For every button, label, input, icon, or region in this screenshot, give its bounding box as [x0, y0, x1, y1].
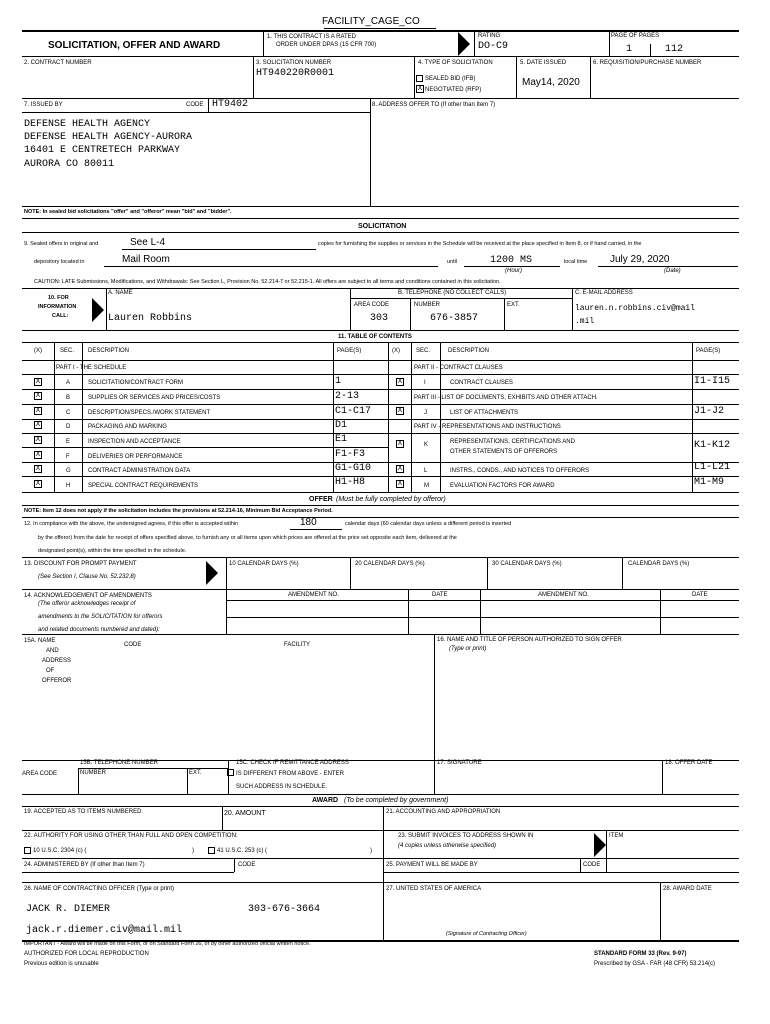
- toc-col-sec-right: SEC.: [416, 348, 431, 354]
- depository-label: depository located in: [34, 259, 85, 265]
- local-time-label: local time: [564, 259, 588, 265]
- form-title: SOLICITATION, OFFER AND AWARD: [48, 40, 221, 51]
- item15b-ext: EXT.: [189, 770, 202, 776]
- item10-label: 10. FOR: [48, 295, 69, 301]
- facility-cage-code: FACILITY_CAGE_CO: [322, 16, 420, 27]
- award-heading: AWARD: [312, 797, 339, 804]
- item1-label-b: ORDER UNDER DPAS (15 CFR 700): [276, 42, 377, 48]
- previous-edition: Previous edition is unusable: [24, 961, 99, 967]
- item28-label: 28. AWARD DATE: [663, 886, 712, 892]
- toc-d-sec: D: [66, 424, 71, 430]
- item23-sub: (4 copies unless otherwise specified): [398, 843, 497, 849]
- item22-label: 22. AUTHORITY FOR USING OTHER THAN FULL AND OPEN COMPETITION:: [24, 833, 238, 839]
- type-of-solicitation-label: 4. TYPE OF SOLICITATION: [418, 60, 493, 66]
- issuer-line-1: DEFENSE HEALTH AGENCY: [24, 119, 151, 130]
- amendment-date-header: DATE: [432, 592, 448, 598]
- item14-text-b: amendments to the SOLICITATION for offerors: [38, 614, 163, 620]
- item12-text-c: by the offeror) from the date for receipt of offers specified above, to furnish any or all items upon which prices are offered at the price set opposite each item, delivered at the: [38, 535, 457, 541]
- toc-e-sec: E: [66, 439, 71, 445]
- toc-c-checkbox[interactable]: X: [35, 407, 41, 414]
- toc-g-desc: CONTRACT ADMINISTRATION DATA: [88, 468, 191, 474]
- item10-ext-label: EXT.: [507, 302, 520, 308]
- toc-part1: PART I - THE SCHEDULE: [56, 365, 127, 371]
- item10-email-label: C. E-MAIL ADDRESS: [575, 290, 633, 296]
- issued-by-code: HT9402: [212, 99, 249, 110]
- caution-text: CAUTION: LATE Submissions, Modifications, and Withdrawals: See Section L, Provision No. 52.214-7 or 52.215-1. All offers are subject to all terms and conditions contained in this solicitation.: [34, 279, 501, 285]
- authorized-reproduction: AUTHORIZED FOR LOCAL REPRODUCTION: [24, 951, 149, 957]
- contract-number-label: 2. CONTRACT NUMBER: [24, 60, 92, 66]
- toc-part2: PART II - CONTRACT CLAUSES: [414, 365, 503, 371]
- standard-form-number: STANDARD FORM 33 (Rev. 9-97): [594, 951, 687, 957]
- receipt-time: 1200 MS: [490, 255, 533, 266]
- discount-30-days: 30 CALENDAR DAYS (%): [492, 561, 562, 567]
- toc-col-x: (X): [34, 348, 42, 354]
- item9-copies: See L-4: [130, 237, 166, 248]
- toc-l-desc: INSTRS., CONDS., AND NOTICES TO OFFERORS: [450, 468, 590, 474]
- item23-label: 23. SUBMIT INVOICES TO ADDRESS SHOWN IN: [398, 833, 534, 839]
- toc-i-desc: CONTRACT CLAUSES: [450, 380, 513, 386]
- toc-j-sec: J: [424, 410, 427, 416]
- item24-label: 24. ADMINISTERED BY (If other than Item 7): [24, 862, 145, 868]
- toc-part3: PART III - LIST OF DOCUMENTS, EXHIBITS AND OTHER ATTACH.: [414, 395, 598, 401]
- toc-m-pages: M1-M9: [694, 477, 725, 488]
- item12-text-d: designated point(s), within the time specified in the schedule.: [38, 548, 187, 554]
- signature-co-label: (Signature of Contracting Officer): [446, 931, 527, 937]
- toc-h-desc: SPECIAL CONTRACT REQUIREMENTS: [88, 483, 199, 489]
- item15b-label: 15B. TELEPHONE NUMBER: [80, 760, 158, 766]
- amendment-no-header: AMENDMENT NO.: [288, 592, 339, 598]
- item1-label: 1. THIS CONTRACT IS A RATED: [267, 34, 357, 40]
- issuer-line-2: DEFENSE HEALTH AGENCY-AURORA: [24, 132, 193, 143]
- discount-10-days: 10 CALENDAR DAYS (%): [229, 561, 299, 567]
- item25-label: 25. PAYMENT WILL BE MADE BY: [386, 862, 478, 868]
- prescribed-by: Prescribed by GSA - FAR (48 CFR) 53.214(c): [594, 961, 716, 967]
- item21-label: 21. ACCOUNTING AND APPROPRIATION: [386, 809, 501, 815]
- note-sealed-bid: NOTE: In sealed bid solicitations "offer" and "offeror" mean "bid" and "bidder".: [24, 209, 232, 215]
- toc-i-sec: I: [424, 380, 426, 386]
- toc-k-sec: K: [424, 442, 429, 448]
- solicitation-number-label: 3. SOLICITATION NUMBER: [256, 60, 332, 66]
- toc-c-desc: DESCRIPTION/SPECS./WORK STATEMENT: [88, 410, 211, 416]
- item15a-address: ADDRESS: [42, 658, 72, 664]
- usc253-close: ): [370, 848, 372, 854]
- item9-suffix: copies for furnishing the supplies or services in the Schedule will be received at the place specified in Item 8, or if hand carried, in the: [318, 241, 642, 247]
- toc-m-sec: M: [424, 483, 429, 489]
- info-arrow-icon: [92, 298, 104, 322]
- toc-col-pages: PAGE(S): [337, 348, 362, 354]
- toc-a-checkbox[interactable]: X: [35, 378, 41, 385]
- item19-label: 19. ACCEPTED AS TO ITEMS NUMBERED: [24, 809, 142, 815]
- depository: Mail Room: [122, 254, 170, 265]
- toc-a-sec: A: [66, 380, 71, 386]
- item20-label: 20. AMOUNT: [224, 810, 266, 817]
- toc-a-desc: SOLICITATION/CONTRACT FORM: [88, 380, 184, 386]
- toc-i-pages: I1-I15: [694, 376, 731, 387]
- usc253-label: 41 U.S.C. 253 (c) (: [217, 848, 268, 854]
- toc-col-sec: SEC.: [60, 348, 75, 354]
- item26-label: 26. NAME OF CONTRACTING OFFICER (Type or print): [24, 886, 175, 892]
- toc-m-desc: EVALUATION FACTORS FOR AWARD: [450, 483, 555, 489]
- solicitation-number: HT940220R0001: [256, 68, 335, 79]
- page-number: 1: [626, 44, 633, 55]
- toc-m-checkbox[interactable]: X: [397, 480, 403, 487]
- date-issued: May14, 2020: [522, 77, 580, 88]
- item10-phone-label: B. TELEPHONE (NO COLLECT CALLS): [398, 290, 507, 296]
- toc-j-desc: LIST OF ATTACHMENTS: [450, 410, 519, 416]
- toc-heading: 11. TABLE OF CONTENTS: [338, 334, 412, 340]
- toc-l-pages: L1-L21: [694, 462, 731, 473]
- item15c-text-c: SUCH ADDRESS IN SCHEDULE.: [236, 784, 328, 790]
- item10-name-label: A. NAME: [108, 290, 133, 296]
- item15a-label: 15A. NAME: [24, 638, 56, 644]
- date-label: (Date): [664, 268, 681, 274]
- address-offer-label: 8. ADDRESS OFFER TO (If other than Item 7): [372, 102, 496, 108]
- hour-label: (Hour): [505, 268, 523, 274]
- item10-label-b: INFORMATION: [38, 304, 77, 310]
- item23-item-label: ITEM: [609, 833, 624, 839]
- toc-part4: PART IV - REPRESENTATIONS AND INSTRUCTIONS: [414, 424, 561, 430]
- item15a-code-label: CODE: [124, 642, 142, 648]
- item10-area-code-label: AREA CODE: [354, 302, 390, 308]
- item15a-and: AND: [46, 648, 59, 654]
- remittance-checkbox[interactable]: [227, 769, 234, 776]
- toc-i-checkbox[interactable]: X: [397, 378, 403, 385]
- toc-d-desc: PACKAGING AND MARKING: [88, 424, 167, 430]
- item10-area-code: 303: [370, 313, 389, 324]
- toc-e-desc: INSPECTION AND ACCEPTANCE: [88, 439, 181, 445]
- award-heading-note: (To be completed by government): [344, 797, 449, 804]
- solicitation-heading: SOLICITATION: [358, 223, 407, 230]
- item24-code-label: CODE: [238, 862, 256, 868]
- item25-code-label: CODE: [583, 862, 601, 868]
- toc-f-desc: DELIVERIES OR PERFORMANCE: [88, 454, 183, 460]
- negotiated-label: NEGOTIATED (RFP): [425, 87, 482, 93]
- item12-days: 180: [300, 517, 317, 528]
- offer-heading-note: (Must be fully completed by offeror): [336, 496, 446, 503]
- discount-arrow-icon: [206, 561, 218, 585]
- toc-h-pages: H1-H8: [335, 477, 366, 488]
- toc-g-checkbox[interactable]: X: [35, 465, 41, 472]
- toc-g-pages: G1-G10: [335, 463, 372, 474]
- toc-f-pages: F1-F3: [335, 449, 366, 460]
- item12-text-b: calendar days (60 calendar days unless a different period is inserted: [345, 521, 512, 527]
- amendment-date-header-2: DATE: [692, 592, 708, 598]
- toc-j-checkbox[interactable]: X: [397, 407, 403, 414]
- item10-name: Lauren Robbins: [108, 313, 193, 324]
- toc-a-pages: 1: [335, 376, 342, 387]
- toc-col-desc-right: DESCRIPTION: [448, 348, 490, 354]
- toc-b-desc: SUPPLIES OR SERVICES AND PRICES/COSTS: [88, 395, 221, 401]
- rating-value: DO-C9: [478, 41, 509, 52]
- item15c-label: 15C. CHECK IF REMITTANCE ADDRESS: [236, 760, 349, 766]
- toc-d-pages: D1: [335, 420, 348, 431]
- item16-label: 16. NAME AND TITLE OF PERSON AUTHORIZED TO SIGN OFFER: [437, 637, 622, 643]
- toc-h-checkbox[interactable]: X: [35, 480, 41, 487]
- requisition-number-label: 6. REQUISITION/PURCHASE NUMBER: [593, 60, 702, 66]
- item16-sub: (Type or print): [449, 646, 487, 652]
- usc2304-close: ): [192, 848, 194, 854]
- toc-e-pages: E1: [335, 434, 348, 445]
- toc-k-pages: K1-K12: [694, 440, 731, 451]
- item15b-number: NUMBER: [80, 770, 107, 776]
- item14-text-c: and related documents numbered and dated):: [38, 627, 160, 633]
- item15a-facility-label: FACILITY: [284, 642, 311, 648]
- toc-col-pages-right: PAGE(S): [696, 348, 721, 354]
- item15b-area-code: AREA CODE: [22, 771, 58, 777]
- usc2304-checkbox[interactable]: [24, 847, 31, 854]
- toc-l-sec: L: [424, 468, 428, 474]
- toc-f-sec: F: [66, 454, 70, 460]
- receipt-date: July 29, 2020: [610, 254, 670, 265]
- until-label: until: [447, 259, 458, 265]
- item14-text-a: (The offeror acknowledges receipt of: [38, 601, 136, 607]
- contracting-officer-email: jack.r.diemer.civ@mail.mil: [26, 925, 183, 936]
- toc-b-sec: B: [66, 395, 71, 401]
- issued-by-label: 7. ISSUED BY: [24, 102, 63, 108]
- item15c-text-b: IS DIFFERENT FROM ABOVE - ENTER: [236, 771, 344, 777]
- usc253-checkbox[interactable]: [208, 847, 215, 854]
- item9-prefix: 9. Sealed offers in original and: [24, 241, 99, 247]
- toc-k-desc: REPRESENTATIONS, CERTIFICATIONS AND: [450, 439, 575, 445]
- toc-d-checkbox[interactable]: X: [35, 421, 41, 428]
- toc-c-pages: C1-C17: [335, 406, 372, 417]
- item17-label: 17. SIGNATURE: [437, 760, 482, 766]
- rated-arrow-icon: [458, 32, 470, 56]
- item12-text-a: 12. In compliance with the above, the undersigned agrees, if this offer is accepted within: [24, 521, 239, 527]
- issued-by-code-label: CODE: [186, 102, 204, 108]
- toc-f-checkbox[interactable]: X: [35, 451, 41, 458]
- item18-label: 18. OFFER DATE: [665, 760, 713, 766]
- contracting-officer-phone: 303-676-3664: [248, 904, 321, 915]
- rating-label: RATING: [478, 33, 501, 39]
- note-item12: NOTE: Item 12 does not apply if the solicitation includes the provisions at 52.214-16, Minimum Bid Acceptance Period.: [24, 508, 333, 514]
- toc-l-checkbox[interactable]: X: [397, 465, 403, 472]
- item10-number: 676-3857: [430, 313, 479, 324]
- item13-sub: (See Section I, Clause No. 52.232.8): [38, 574, 136, 580]
- toc-col-desc: DESCRIPTION: [88, 348, 130, 354]
- discount-calendar-days: CALENDAR DAYS (%): [628, 561, 690, 567]
- sealed-bid-checkbox[interactable]: [416, 75, 423, 82]
- toc-b-checkbox[interactable]: X: [35, 392, 41, 399]
- negotiated-checkbox[interactable]: X: [417, 85, 423, 92]
- issuer-line-3: 16401 E CENTRETECH PARKWAY: [24, 145, 181, 156]
- sealed-bid-label: SEALED BID (IFB): [425, 76, 476, 82]
- invoice-arrow-icon: [594, 833, 606, 857]
- item27-label: 27. UNITED STATES OF AMERICA: [386, 886, 482, 892]
- item13-label: 13. DISCOUNT FOR PROMPT PAYMENT: [24, 561, 137, 567]
- item14-label: 14. ACKNOWLEDGEMENT OF AMENDMENTS: [24, 593, 152, 599]
- item15a-offeror: OFFEROR: [42, 678, 72, 684]
- usc2304-label: 10 U.S.C. 2304 (c) (: [33, 848, 87, 854]
- page-count: 112: [665, 44, 684, 55]
- discount-20-days: 20 CALENDAR DAYS (%): [355, 561, 425, 567]
- item15a-of: OF: [46, 668, 55, 674]
- item10-email-b: .mil: [575, 317, 595, 326]
- toc-h-sec: H: [66, 483, 71, 489]
- important-note: IMPORTANT - Award will be made on this Form, or on Standard Form 26, or by other authorized official written notice.: [24, 941, 311, 947]
- toc-j-pages: J1-J2: [694, 406, 725, 417]
- toc-e-checkbox[interactable]: X: [35, 436, 41, 443]
- toc-col-x-right: (X): [392, 348, 400, 354]
- item10-number-label: NUMBER: [414, 302, 441, 308]
- offer-heading: OFFER: [309, 496, 333, 503]
- item10-label-c: CALL:: [52, 313, 69, 319]
- toc-g-sec: G: [66, 468, 71, 474]
- contracting-officer-name: JACK R. DIEMER: [26, 904, 111, 915]
- toc-k-desc-b: OTHER STATEMENTS OF OFFERORS: [450, 449, 558, 455]
- issuer-line-4: AURORA CO 80011: [24, 159, 115, 170]
- page-of-pages-label: PAGE OF PAGES: [611, 33, 660, 39]
- amendment-no-header-2: AMENDMENT NO.: [538, 592, 589, 598]
- toc-b-pages: 2-13: [335, 391, 360, 402]
- date-issued-label: 5. DATE ISSUED: [520, 60, 567, 66]
- item10-email: lauren.n.robbins.civ@mail: [575, 304, 696, 313]
- toc-k-checkbox[interactable]: X: [397, 440, 403, 447]
- toc-c-sec: C: [66, 410, 71, 416]
